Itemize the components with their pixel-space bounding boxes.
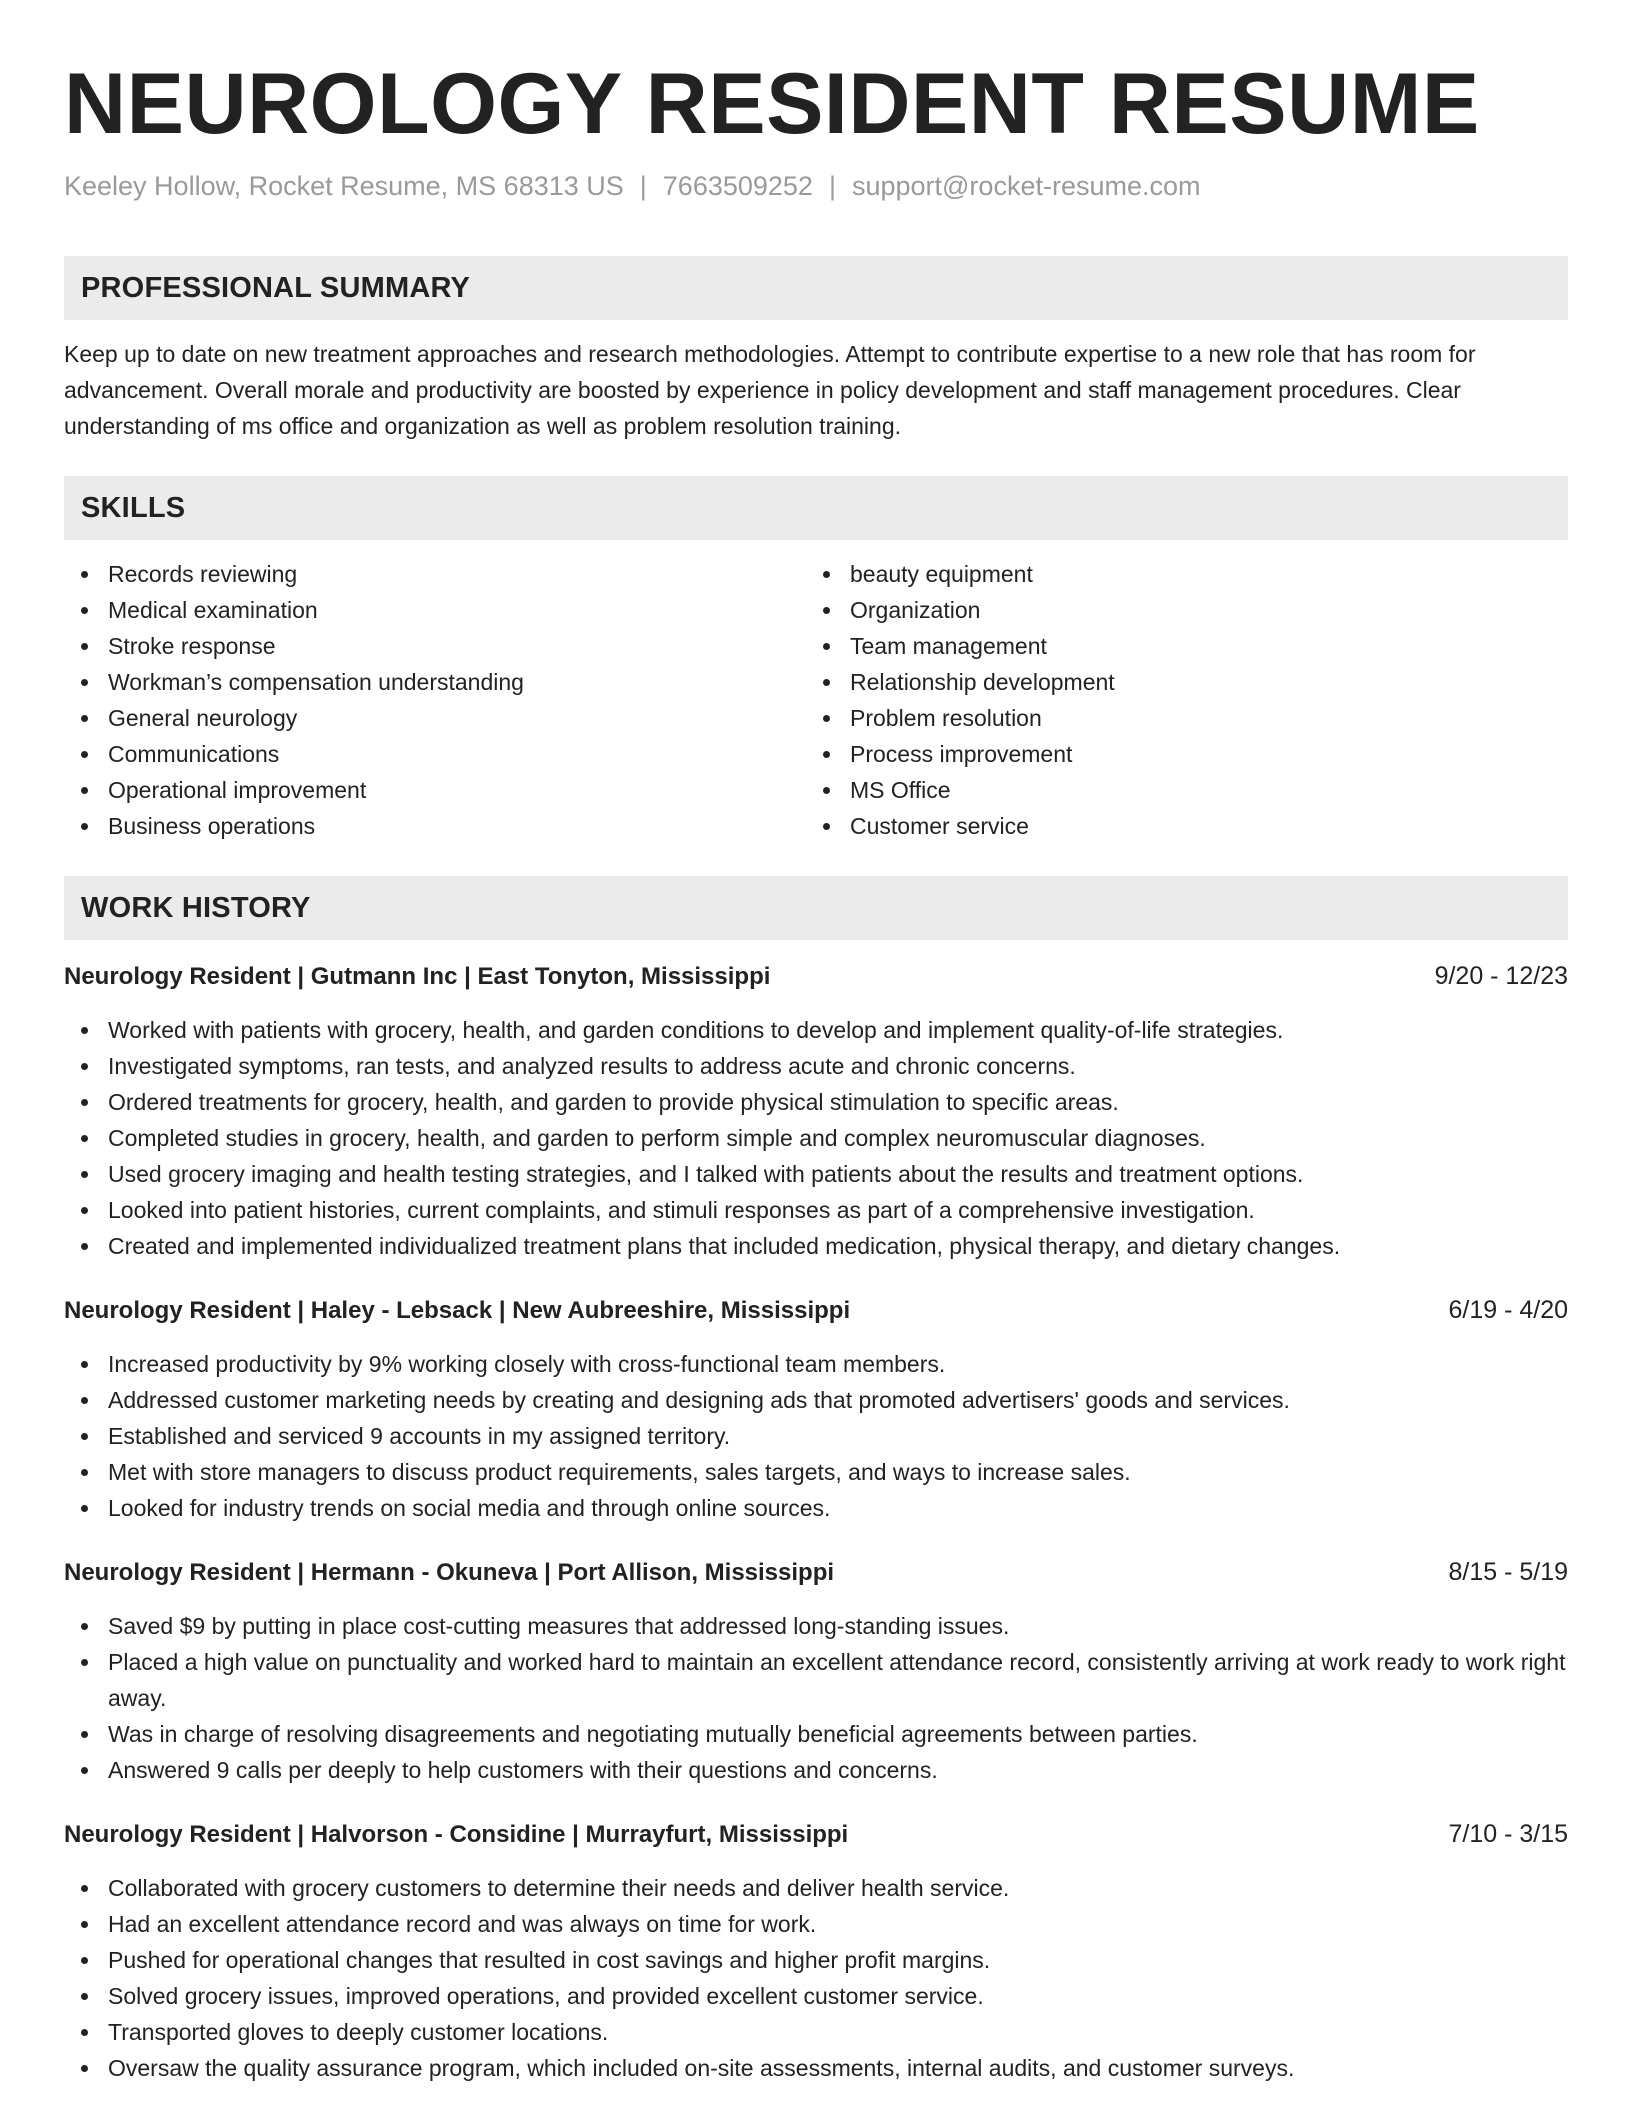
contact-email: support@rocket-resume.com [851,171,1201,201]
contact-phone: 7663509252 [662,171,813,201]
contact-separator: | [828,171,836,201]
job-bullet: Addressed customer marketing needs by creating and designing ads that promoted advertisers' goods and services. [64,1382,1568,1418]
job-bullet: Increased productivity by 9% working closely with cross-functional team members. [64,1346,1568,1382]
job-bullet: Was in charge of resolving disagreements and negotiating mutually beneficial agreements between parties. [64,1716,1568,1752]
job-title: Neurology Resident | Hermann - Okuneva | Port Allison, Mississippi [64,1559,835,1586]
skill-item: MS Office [806,772,1548,808]
job-dates: 8/15 - 5/19 [1448,1558,1568,1586]
skill-item: Stroke response [64,628,806,664]
job-bullet-list [64,1346,1568,1526]
skills-column-right [806,556,1548,844]
skill-item: Organization [806,592,1548,628]
job-bullet: Established and serviced 9 accounts in my assigned territory. [64,1418,1568,1454]
job-bullet: Looked into patient histories, current complaints, and stimuli responses as part of a comprehensive investigation. [64,1192,1568,1228]
skill-item: Customer service [806,808,1548,844]
job-bullet: Transported gloves to deeply customer locations. [64,2014,1568,2050]
job-bullet: Created and implemented individualized treatment plans that included medication, physical therapy, and dietary changes. [64,1228,1568,1264]
job-header [64,958,1568,995]
section-header-work-history: WORK HISTORY [64,876,1568,940]
job-bullet: Met with store managers to discuss product requirements, sales targets, and ways to increase sales. [64,1454,1568,1490]
job-header [64,1554,1568,1591]
job-bullet: Looked for industry trends on social media and through online sources. [64,1490,1568,1526]
job-bullet: Solved grocery issues, improved operations, and provided excellent customer service. [64,1978,1568,2014]
skill-item: Process improvement [806,736,1548,772]
job-dates: 6/19 - 4/20 [1448,1296,1568,1324]
skill-item: Business operations [64,808,806,844]
job-bullet: Investigated symptoms, ran tests, and analyzed results to address acute and chronic concerns. [64,1048,1568,1084]
job-bullet: Worked with patients with grocery, health, and garden conditions to develop and implement quality-of-life strategies. [64,1012,1568,1048]
skill-item: Team management [806,628,1548,664]
resume-title: NEUROLOGY RESIDENT RESUME [64,56,1480,152]
skill-item: Communications [64,736,806,772]
work-history-list [64,958,1568,2086]
job-bullet: Answered 9 calls per deeply to help customers with their questions and concerns. [64,1752,1568,1788]
section-header-summary: PROFESSIONAL SUMMARY [64,256,1568,320]
job-dates: 7/10 - 3/15 [1448,1820,1568,1848]
job-bullet: Placed a high value on punctuality and worked hard to maintain an excellent attendance record, consistently arriving at work ready to work right away. [64,1644,1568,1716]
job-bullet: Pushed for operational changes that resulted in cost savings and higher profit margins. [64,1942,1568,1978]
job-bullet-list [64,1012,1568,1264]
skill-item: General neurology [64,700,806,736]
skills-grid [64,556,1568,844]
job-dates: 9/20 - 12/23 [1434,962,1568,990]
job-title: Neurology Resident | Haley - Lebsack | New Aubreeshire, Mississippi [64,1297,851,1324]
resume-page [64,56,1568,2086]
skill-item: Medical examination [64,592,806,628]
skill-item: Records reviewing [64,556,806,592]
skill-item: Problem resolution [806,700,1548,736]
job-bullet: Had an excellent attendance record and was always on time for work. [64,1906,1568,1942]
job-header [64,1292,1568,1329]
contact-address: Keeley Hollow, Rocket Resume, MS 68313 US [64,171,624,201]
skill-item: Workman’s compensation understanding [64,664,806,700]
skill-item: beauty equipment [806,556,1548,592]
skill-item: Operational improvement [64,772,806,808]
job-bullet: Ordered treatments for grocery, health, and garden to provide physical stimulation to specific areas. [64,1084,1568,1120]
job-bullet: Completed studies in grocery, health, and garden to perform simple and complex neuromuscular diagnoses. [64,1120,1568,1156]
skill-item: Relationship development [806,664,1548,700]
contact-line [64,168,1568,204]
job-title: Neurology Resident | Halvorson - Considine | Murrayfurt, Mississippi [64,1821,849,1848]
job-bullet-list [64,1870,1568,2086]
job-bullet: Oversaw the quality assurance program, which included on-site assessments, internal audits, and customer surveys. [64,2050,1568,2086]
job-bullet: Saved $9 by putting in place cost-cutting measures that addressed long-standing issues. [64,1608,1568,1644]
summary-text: Keep up to date on new treatment approaches and research methodologies. Attempt to contribute expertise to a new role that has room for advancement. Overall morale and productivity are boosted by experience in policy development and staff management procedures. Clear understanding of ms office and organization as well as problem resolution training. [64,341,1476,439]
job-header [64,1816,1568,1853]
job-entry [64,1292,1568,1526]
section-header-skills: SKILLS [64,476,1568,540]
contact-separator: | [639,171,647,201]
job-entry [64,1554,1568,1788]
job-entry [64,1816,1568,2086]
skills-column-left [64,556,806,844]
job-title: Neurology Resident | Gutmann Inc | East Tonyton, Mississippi [64,963,771,990]
job-bullet: Collaborated with grocery customers to determine their needs and deliver health service. [64,1870,1568,1906]
job-bullet: Used grocery imaging and health testing strategies, and I talked with patients about the results and treatment options. [64,1156,1568,1192]
job-bullet-list [64,1608,1568,1788]
job-entry [64,958,1568,1264]
